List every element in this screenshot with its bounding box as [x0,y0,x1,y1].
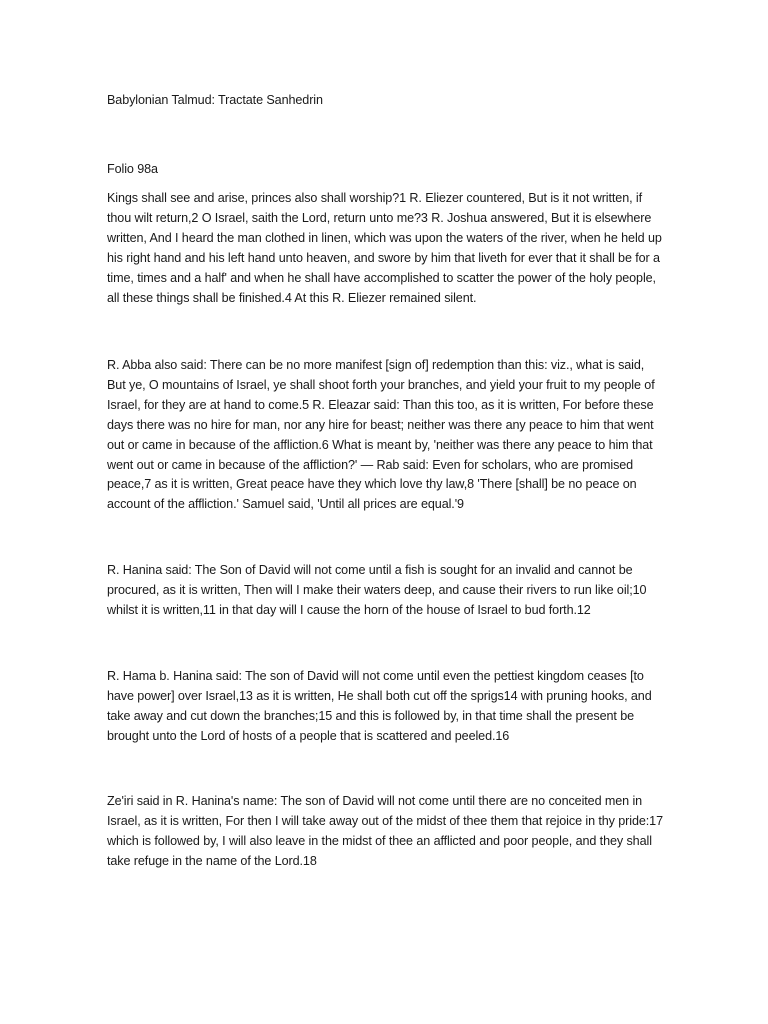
paragraph-3: R. Hanina said: The Son of David will not come until a fish is sought for an invalid and cannot be procured, as it is written, Then will I make their waters deep, and cause their rivers to run like oil;10 whilst it is written,11 in that day will I cause the horn of the house of Israel to bud forth.12 [107,563,647,617]
paragraph-2: R. Abba also said: There can be no more manifest [sign of] redemption than this: viz., what is said, But ye, O mountains of Israel, ye shall shoot forth your branches, and yield your fruit to my people of Israel, for they are at hand to come.5 R. Eleazar said: Than this too, as it is written, For before these days there was no hire for man, nor any hire for beast; neither was there any peace to him that went out or came in because of the affliction.6 What is meant by, 'neither was there any peace to him that went out or came in because of the affliction?' — Rab said: Even for scholars, who are promised peace,7 as it is written, Great peace have they which love thy law,8 'There [shall] be no peace on account of the affliction.' Samuel said, 'Until all prices are equal.'9 [107,358,655,512]
document-title: Babylonian Talmud: Tractate Sanhedrin [107,93,323,107]
paragraph-4: R. Hama b. Hanina said: The son of David will not come until even the pettiest kingdom ceases [to have power] over Israel,13 as it is written, He shall both cut off the sprigs14 with pruning hooks, and take away and cut down the branches;15 and this is followed by, in that time shall the present be brought unto the Lord of hosts of a people that is scattered and peeled.16 [107,669,652,743]
paragraph-5: Ze'iri said in R. Hanina's name: The son of David will not come until there are no conceited men in Israel, as it is written, For then I will take away out of the midst of thee them that rejoice in thy pride:17 which is followed by, I will also leave in the midst of thee an afflicted and poor people, and they shall take refuge in the name of the Lord.18 [107,794,663,868]
folio-heading: Folio 98a [107,162,158,176]
paragraph-1: Kings shall see and arise, princes also shall worship?1 R. Eliezer countered, But is it not written, if thou wilt return,2 O Israel, saith the Lord, return unto me?3 R. Joshua answered, But it is elsewhere written, And I heard the man clothed in linen, which was upon the waters of the river, when he held up his right hand and his left hand unto heaven, and swore by him that liveth for ever that it shall be for a time, times and a half' and when he shall have accomplished to scatter the power of the holy people, all these things shall be finished.4 At this R. Eliezer remained silent. [107,191,662,305]
